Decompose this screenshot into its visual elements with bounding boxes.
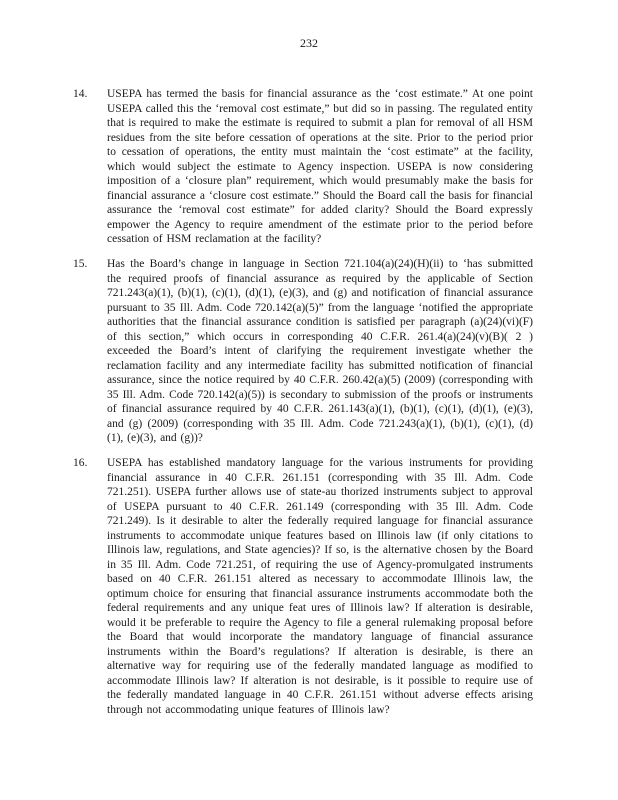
paragraph-text: Has the Board’s change in language in Section 721.104(a)(24)(H)(ii) to ‘has submitted the required proofs of financial assurance as required by the applicable of Section 721.243(a)(1), (b)(1), (c)(1), (d)(1), (e)(3), and (g) and notification of financial assurance pursuant to 35 Ill. Adm. Code 720.142(a)(5)” from the language ‘notified the appropriate authorities that the financial assurance condition is satisfied per paragraph (a)(24)(vi)(F) of this section,” which occurs in corresponding 40 C.F.R. 261.4(a)(24)(v)(B)( 2 ) exceeded the Board’s intent of clarifying the requirement investigate whether the reclamation facility and any intermediate facility has submitted notification of financial assurance, since the notice required by 40 C.F.R. 260.42(a)(5) (2009) (corresponding with 35 Ill. Adm. Code 720.142(a)(5)) is secondary to submission of the proofs or instruments of financial assurance required by 40 C.F.R. 261.143(a)(1), (b)(1), (c)(1), (d)(1), (e)(3), and (g) (2009) (corresponding with 35 Ill. Adm. Code 721.243(a)(1), (b)(1), (c)(1), (d)(1), (e)(3), and (g))? [107,258,533,444]
paragraph-number: 15. [73,258,88,270]
paragraph-text: USEPA has termed the basis for financial assurance as the ‘cost estimate.” At one point USEPA called this the ‘removal cost estimate,” but did so in passing. The regulated entity that is required to make the estimate is required to submit a plan for removal of all HSM residues from the site before cessation of operations at the site. Prior to the period prior to cessation of operations, the entity must maintain the ‘cost estimate” at the facility, which would subject the estimate to Agency inspection. USEPA is now considering imposition of a ‘closure plan” requirement, which would presumably make the basis for financial assurance a ‘closure cost estimate.” Should the Board call the basis for financial assurance the ‘removal cost estimate” for added clarity? Should the Board expressly empower the Agency to require amendment of the estimate prior to the period before cessation of HSM reclamation at the facility? [107,88,534,245]
paragraph-number: 14. [73,88,88,100]
paragraph-number: 16. [73,457,88,469]
paragraph-text: USEPA has established mandatory language for the various instruments for providing financial assurance in 40 C.F.R. 261.151 (corresponding with 35 Ill. Adm. Code 721.251). USEPA further allows use of state-au thorized instruments subject to approval of USEPA pursuant to 40 C.F.R. 261.149 (corresponding with 35 Ill. Adm. Code 721.249). Is it desirable to alter the federally required language for financial assurance instruments to accommodate unique features based on Illinois law (if only citations to Illinois law, regulations, and State agencies)? If so, is the alternative chosen by the Board in 35 Ill. Adm. Code 721.251, of requiring the use of Agency-promulgated instruments based on 40 C.F.R. 261.151 altered as necessary to accommodate Illinois law, the optimum choice for ensuring that financial assurance instruments accommodate both the federal requirements and any unique feat ures of Illinois law? If alteration is desirable, would it be preferable to require the Agency to file a general rulemaking proposal before the Board that would incorporate the mandatory language of financial assurance instruments within the Board’s regulations? If alteration is desirable, is there an alternative way for requiring use of the federally mandated language as modified to accommodate Illinois law? If alteration is not desirable, is it possible to require use of the federally mandated language in 40 C.F.R. 261.151 without adverse effects arising through not accommodating unique features of Illinois law? [107,457,533,716]
page-number: 232 [300,36,318,50]
